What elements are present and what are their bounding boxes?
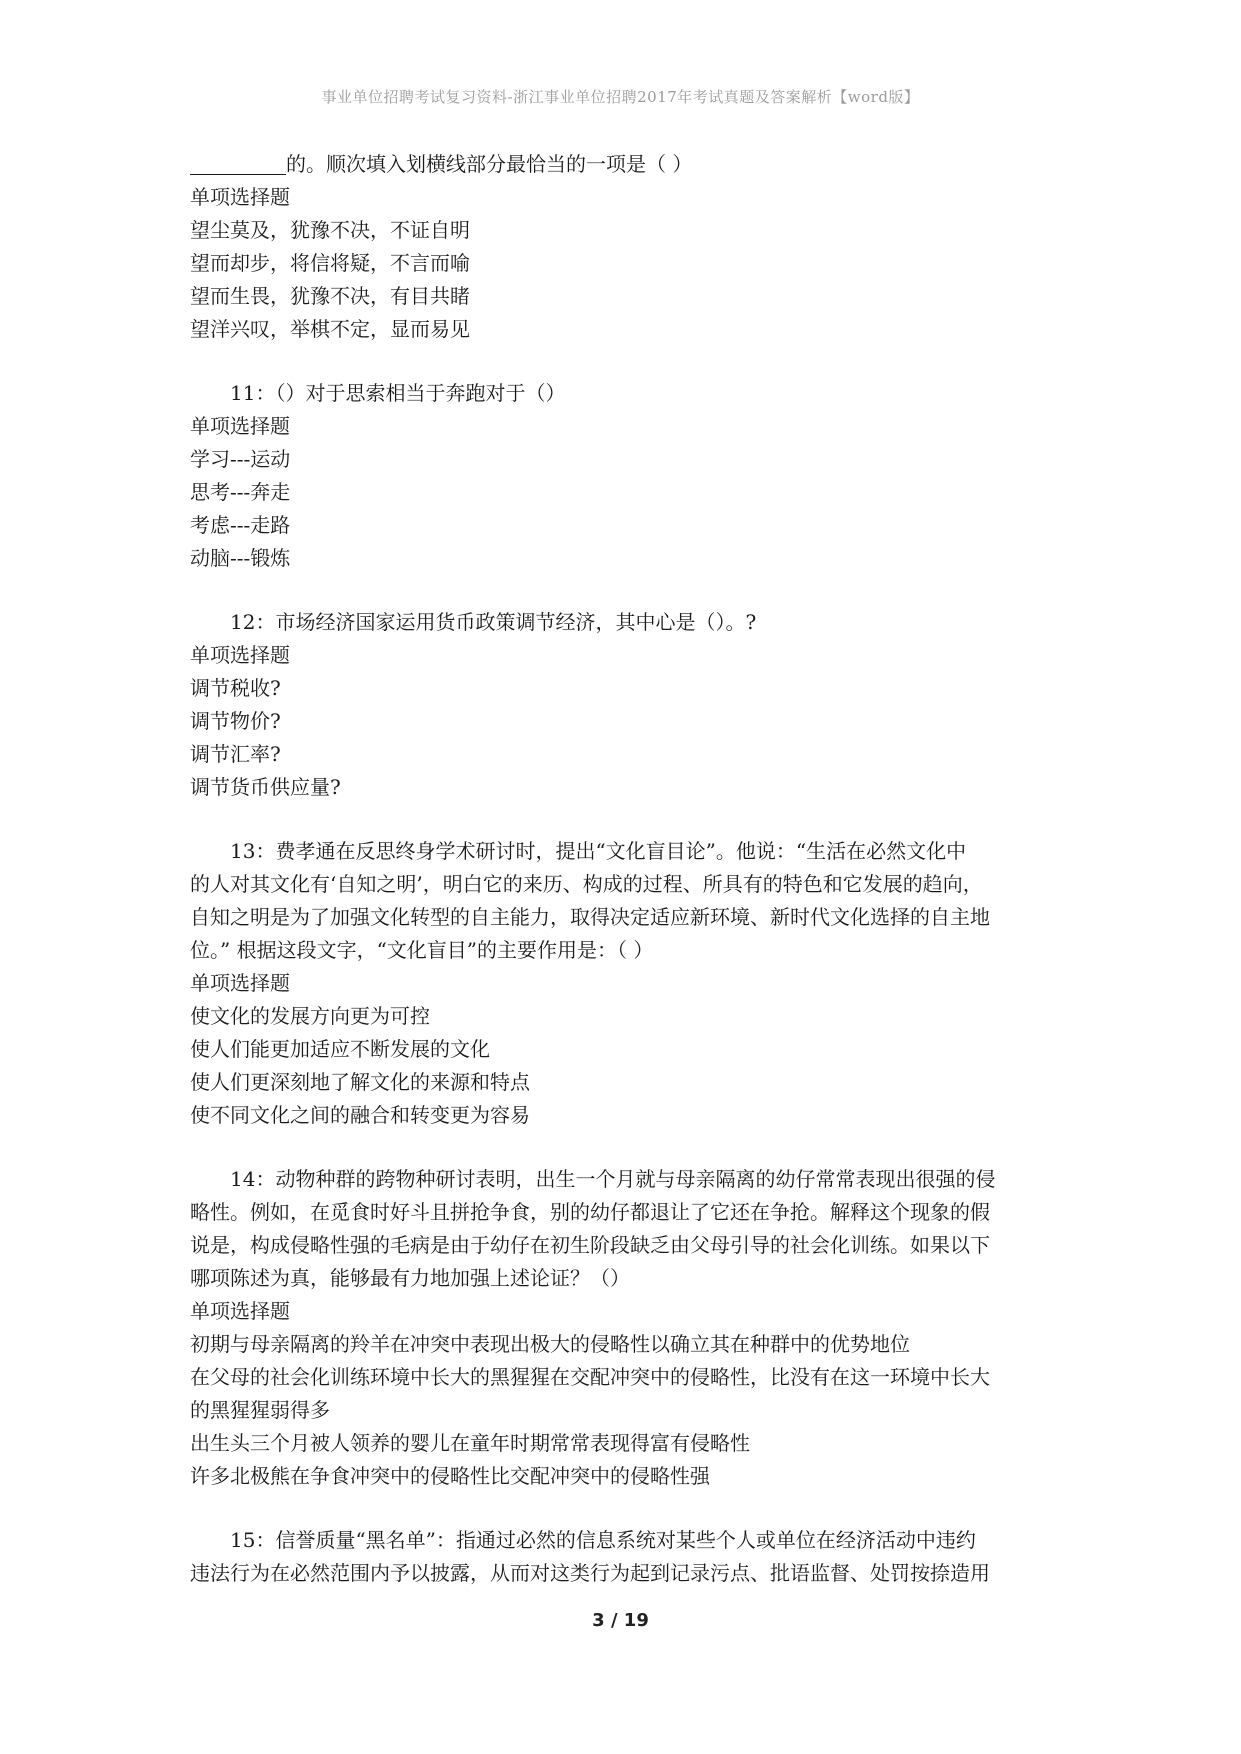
q12-option: 调节汇率?	[190, 742, 281, 766]
q13-stem-line: 位。” 根据这段文字，“文化盲目”的主要作用是：（ ）	[190, 938, 654, 962]
q10-option: 望尘莫及，犹豫不决，不证自明	[190, 218, 470, 242]
q13-option: 使不同文化之间的融合和转变更为容易	[190, 1103, 530, 1127]
q10-option: 望而生畏，犹豫不决，有目共睹	[190, 284, 470, 308]
q14-option-continued: 的黑猩猩弱得多	[190, 1398, 330, 1422]
page-header: 事业单位招聘考试复习资料-浙江事业单位招聘2017年考试真题及答案解析【word版】	[321, 88, 920, 106]
q11-option: 思考---奔走	[190, 480, 291, 504]
q13-type: 单项选择题	[190, 971, 290, 995]
q15-stem-line: 违法行为在必然范围内予以披露，从而对这类行为起到记录污点、批语监督、处罚按捺造用	[190, 1561, 990, 1585]
q10-option: 望而却步，将信将疑，不言而喻	[190, 251, 470, 275]
q11-option: 考虑---走路	[190, 513, 291, 537]
document-body	[190, 148, 1060, 1590]
q12-option: 调节税收?	[190, 676, 281, 700]
q14-option: 出生头三个月被人领养的婴儿在童年时期常常表现得富有侵略性	[190, 1431, 750, 1455]
q14-stem-line: 哪项陈述为真，能够最有力地加强上述论证？（）	[190, 1266, 630, 1290]
fill-blank	[190, 152, 286, 175]
q10-stem: 的。顺次填入划横线部分最恰当的一项是（ ）	[190, 148, 1060, 181]
q11-stem: 11：（）对于思索相当于奔跑对于（）	[230, 381, 566, 405]
q14-option: 初期与母亲隔离的羚羊在冲突中表现出极大的侵略性以确立其在种群中的优势地位	[190, 1332, 910, 1356]
q15-stem-line: 15：信誉质量“黑名单”：指通过必然的信息系统对某些个人或单位在经济活动中违约	[230, 1528, 976, 1552]
q14-option: 在父母的社会化训练环境中长大的黑猩猩在交配冲突中的侵略性，比没有在这一环境中长大	[190, 1365, 990, 1389]
q14-option: 许多北极熊在争食冲突中的侵略性比交配冲突中的侵略性强	[190, 1464, 710, 1488]
q10-type: 单项选择题	[190, 185, 290, 209]
q11-type: 单项选择题	[190, 414, 290, 438]
q13-option: 使人们能更加适应不断发展的文化	[190, 1037, 490, 1061]
q12-stem: 12：市场经济国家运用货币政策调节经济，其中心是（）。?	[230, 610, 757, 634]
q13-stem-line: 的人对其文化有‘自知之明’，明白它的来历、构成的过程、所具有的特色和它发展的趋向，	[190, 872, 983, 896]
q14-stem-line: 说是，构成侵略性强的毛病是由于幼仔在初生阶段缺乏由父母引导的社会化训练。如果以下	[190, 1233, 990, 1257]
q10-option: 望洋兴叹，举棋不定，显而易见	[190, 317, 470, 341]
q13-option: 使文化的发展方向更为可控	[190, 1004, 430, 1028]
q11-option: 动脑---锻炼	[190, 546, 291, 570]
q13-stem-line: 13：费孝通在反思终身学术研讨时，提出“文化盲目论”。他说：“生活在必然文化中	[230, 839, 967, 863]
q14-type: 单项选择题	[190, 1299, 290, 1323]
q13-option: 使人们更深刻地了解文化的来源和特点	[190, 1070, 530, 1094]
q12-type: 单项选择题	[190, 643, 290, 667]
q14-stem-line: 略性。例如，在觅食时好斗且拼抢争食，别的幼仔都退让了它还在争抢。解释这个现象的假	[190, 1200, 990, 1224]
q14-stem-line: 14：动物种群的跨物种研讨表明，出生一个月就与母亲隔离的幼仔常常表现出很强的侵	[230, 1167, 996, 1191]
q12-option: 调节货币供应量?	[190, 775, 341, 799]
q12-option: 调节物价?	[190, 709, 281, 733]
q11-option: 学习---运动	[190, 447, 291, 471]
page-number: 3 / 19	[592, 1610, 649, 1631]
q13-stem-line: 自知之明是为了加强文化转型的自主能力，取得决定适应新环境、新时代文化选择的自主地	[190, 905, 990, 929]
